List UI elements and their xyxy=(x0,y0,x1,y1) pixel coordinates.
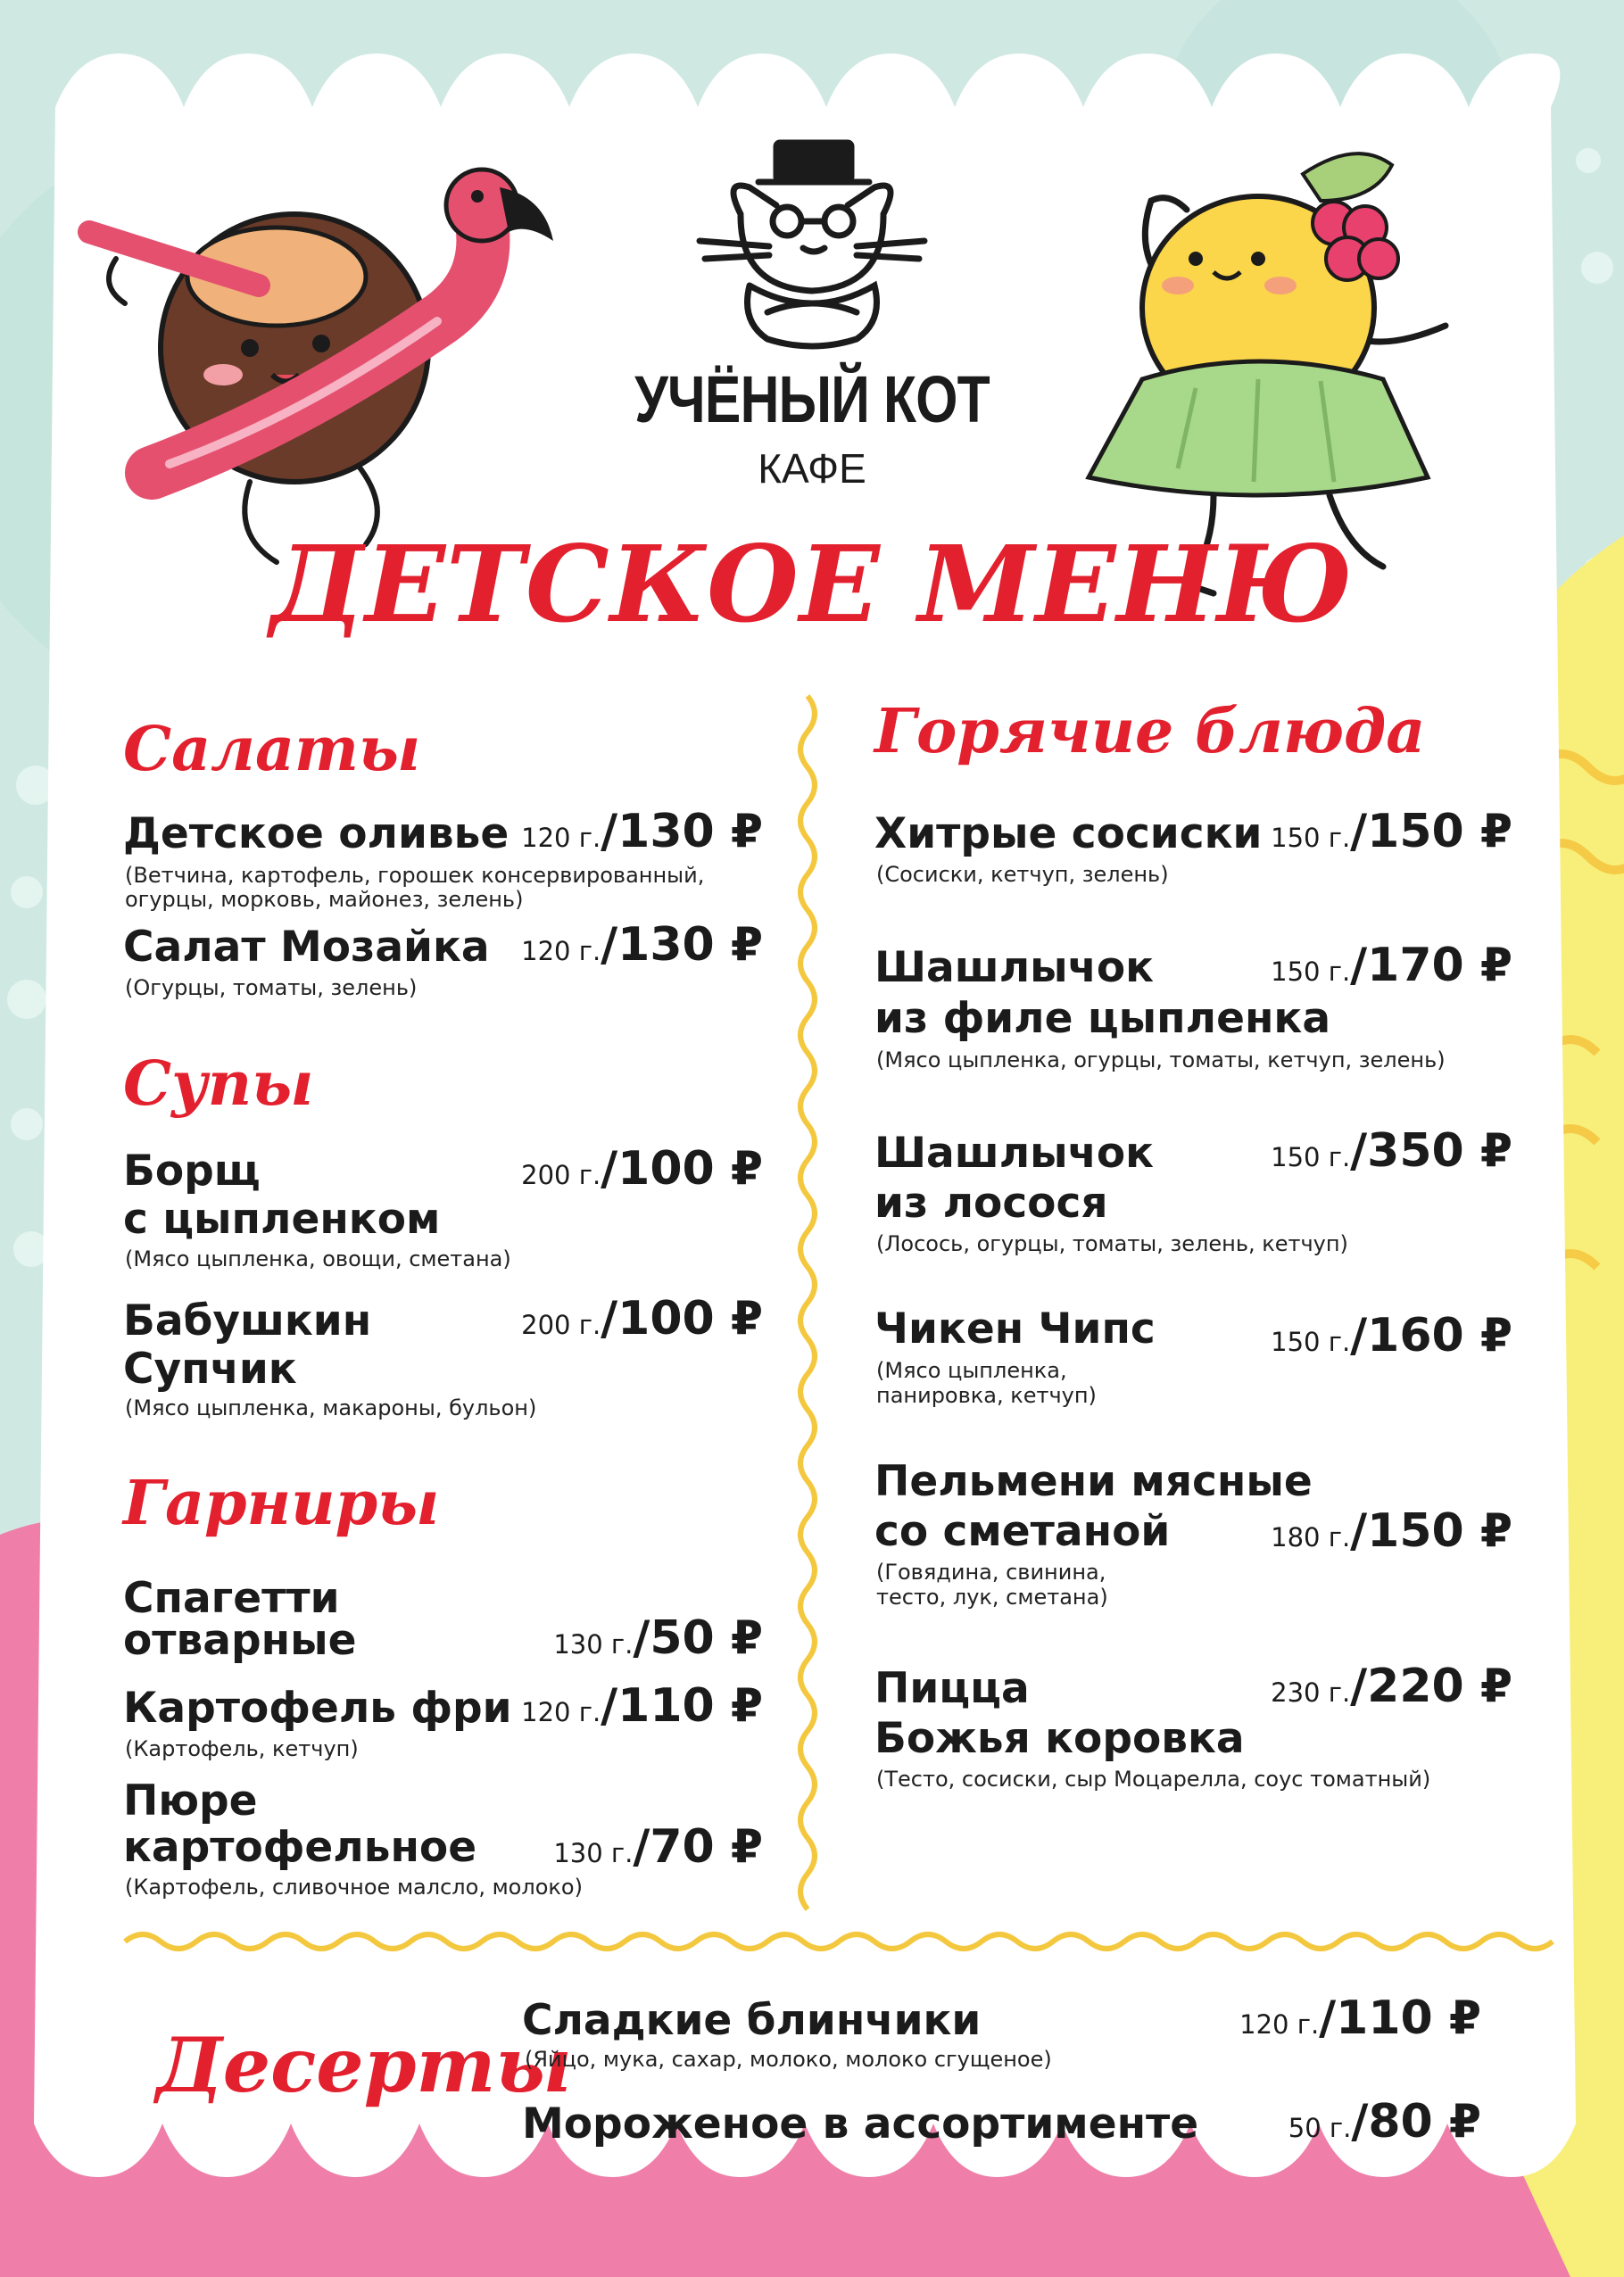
scientist-cat-logo xyxy=(687,134,937,357)
item-price-value: /70 ₽ xyxy=(633,1820,763,1874)
coconut-flamingo-character xyxy=(71,143,553,571)
item-name: Пельмени мясные xyxy=(874,1457,1313,1506)
item-name: Пицца xyxy=(874,1664,1030,1713)
item-description: (Яйцо, мука, сахар, молоко, молоко сгущеное) xyxy=(525,2047,1052,2072)
item-name: Пюре xyxy=(123,1776,258,1826)
item-name: Чикен Чипс xyxy=(874,1304,1156,1354)
item-description: (Лосось, огурцы, томаты, зелень, кетчуп) xyxy=(876,1231,1348,1256)
item-price xyxy=(553,1820,763,1874)
item-price xyxy=(1271,1124,1512,1178)
item-description: тесто, лук, сметана) xyxy=(876,1585,1108,1610)
item-description: (Тесто, сосиски, сыр Моцарелла, соус томатный) xyxy=(876,1767,1431,1792)
item-weight: 230 г. xyxy=(1271,1677,1351,1708)
item-weight: 130 г. xyxy=(553,1838,634,1868)
item-description: (Картофель, сливочное малсло, молоко) xyxy=(125,1875,583,1900)
item-price xyxy=(1271,1660,1512,1713)
item-weight: 120 г. xyxy=(521,1697,601,1727)
item-price-value: /110 ₽ xyxy=(601,1679,763,1733)
item-weight: 180 г. xyxy=(1271,1522,1351,1552)
cafe-subtitle: КАФЕ xyxy=(758,445,866,492)
item-price-value: /170 ₽ xyxy=(1350,939,1512,992)
item-price-value: /100 ₽ xyxy=(601,1142,763,1196)
item-price-value: /50 ₽ xyxy=(633,1611,763,1665)
item-weight: 200 г. xyxy=(521,1160,601,1190)
item-description: панировка, кетчуп) xyxy=(876,1383,1097,1408)
item-price xyxy=(521,805,763,858)
item-weight: 120 г. xyxy=(521,823,601,853)
item-price xyxy=(521,1679,763,1733)
item-price-value: /220 ₽ xyxy=(1350,1660,1512,1713)
item-name: Бабушкин xyxy=(123,1296,372,1346)
item-description: огурцы, морковь, майонез, зелень) xyxy=(125,887,524,912)
item-price xyxy=(521,1142,763,1196)
item-price-value: /160 ₽ xyxy=(1350,1309,1512,1362)
item-description: (Мясо цыпленка, макароны, бульон) xyxy=(125,1395,537,1420)
item-weight: 150 г. xyxy=(1271,823,1351,853)
item-description: (Огурцы, томаты, зелень) xyxy=(125,975,418,1000)
item-name: со сметаной xyxy=(874,1507,1171,1556)
item-price-value: /350 ₽ xyxy=(1350,1124,1512,1178)
item-weight: 150 г. xyxy=(1271,956,1351,987)
item-price-value: /110 ₽ xyxy=(1319,1991,1481,2045)
item-weight: 50 г. xyxy=(1288,2113,1352,2143)
item-description: (Мясо цыпленка, овощи, сметана) xyxy=(125,1246,511,1271)
item-description: (Картофель, кетчуп) xyxy=(125,1736,359,1761)
item-price-value: /150 ₽ xyxy=(1350,805,1512,858)
cafe-name: УЧЁНЫЙ КОТ xyxy=(634,362,990,436)
item-price xyxy=(521,918,763,972)
item-name: Хитрые сосиски xyxy=(874,809,1263,858)
item-name: Детское оливье xyxy=(123,809,510,858)
item-name: Картофель фри xyxy=(123,1684,512,1733)
item-name: с цыпленком xyxy=(123,1195,441,1244)
section-title-salads: Салаты xyxy=(123,714,421,785)
item-price xyxy=(521,1292,763,1346)
item-name: Шашлычок xyxy=(874,1129,1155,1178)
item-name: Салат Мозайка xyxy=(123,923,490,972)
item-name: Борщ xyxy=(123,1147,261,1196)
item-price xyxy=(1271,1309,1512,1362)
item-name: Мороженое в ассортименте xyxy=(522,2099,1199,2149)
item-price xyxy=(553,1611,763,1665)
item-weight: 200 г. xyxy=(521,1310,601,1340)
item-name: Сладкие блинчики xyxy=(522,1996,982,2045)
item-name: отварные xyxy=(123,1616,357,1665)
item-price xyxy=(1271,1504,1512,1558)
item-description: (Мясо цыпленка, xyxy=(876,1358,1067,1383)
item-price-value: /80 ₽ xyxy=(1351,2095,1481,2149)
item-name: Спагетти xyxy=(123,1574,340,1623)
page-title: ДЕТСКОЕ МЕНЮ xyxy=(270,522,1354,646)
item-price xyxy=(1271,805,1512,858)
item-description: (Говядина, свинина, xyxy=(876,1560,1106,1585)
item-weight: 150 г. xyxy=(1271,1327,1351,1357)
item-price-value: /150 ₽ xyxy=(1350,1504,1512,1558)
item-price-value: /130 ₽ xyxy=(601,805,763,858)
item-weight: 130 г. xyxy=(553,1629,634,1660)
item-description: (Мясо цыпленка, огурцы, томаты, кетчуп, зелень) xyxy=(876,1047,1446,1072)
item-price-value: /100 ₽ xyxy=(601,1292,763,1346)
section-title-desserts: Десерты xyxy=(156,2021,572,2109)
section-title-soups: Супы xyxy=(123,1048,314,1120)
item-weight: 120 г. xyxy=(521,936,601,966)
item-name: Супчик xyxy=(123,1345,297,1394)
section-title-hot: Горячие блюда xyxy=(874,696,1426,767)
item-price xyxy=(1271,939,1512,992)
item-description: (Сосиски, кетчуп, зелень) xyxy=(876,862,1169,887)
item-description: (Ветчина, картофель, горошек консервированный, xyxy=(125,863,705,888)
item-price xyxy=(1239,1991,1481,2045)
item-name: из филе цыпленка xyxy=(874,994,1331,1043)
item-price-value: /130 ₽ xyxy=(601,918,763,972)
item-price xyxy=(1288,2095,1481,2149)
item-name: Божья коровка xyxy=(874,1714,1245,1763)
item-weight: 150 г. xyxy=(1271,1142,1351,1172)
item-name: Шашлычок xyxy=(874,943,1155,992)
section-title-garnish: Гарниры xyxy=(123,1468,440,1539)
item-name: из лосося xyxy=(874,1179,1108,1228)
item-name: картофельное xyxy=(123,1823,477,1872)
item-weight: 120 г. xyxy=(1239,2009,1320,2040)
